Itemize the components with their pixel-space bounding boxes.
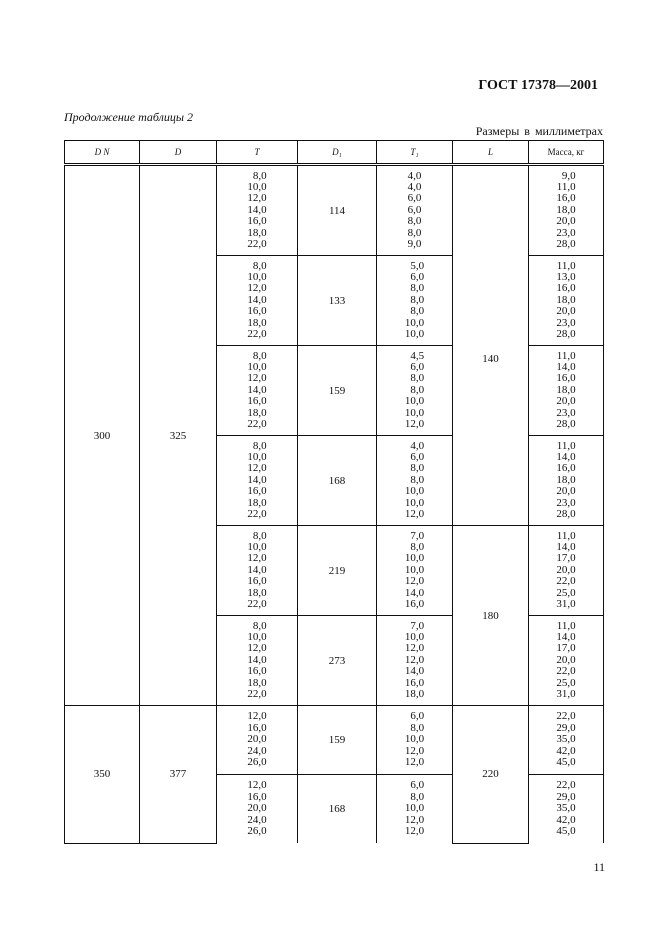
mass-cell-values: 11,0 14,0 16,0 18,0 20,0 23,0 28,0 xyxy=(556,349,576,431)
t-cell xyxy=(217,436,298,526)
t-cell-values: 8,0 10,0 12,0 14,0 16,0 18,0 22,0 xyxy=(247,619,267,701)
l-cell: 220 xyxy=(453,706,529,844)
table-row xyxy=(65,706,604,775)
t-cell xyxy=(217,165,298,256)
dn-cell: 300 xyxy=(65,165,140,706)
table-caption: Продолжение таблицы 2 xyxy=(64,110,194,124)
t1-cell-values: 4,0 4,0 6,0 6,0 8,0 8,0 9,0 xyxy=(407,169,422,251)
mass-cell xyxy=(529,346,604,436)
t1-cell-values: 4,5 6,0 8,0 8,0 10,0 10,0 12,0 xyxy=(404,349,425,431)
units-note: Размеры в миллиметрах xyxy=(475,124,603,138)
dimensions-table xyxy=(64,140,604,844)
mass-cell-values: 11,0 14,0 17,0 20,0 22,0 25,0 31,0 xyxy=(556,529,576,611)
t-cell-values: 8,0 10,0 12,0 14,0 16,0 18,0 22,0 xyxy=(247,259,267,341)
t1-cell-values: 4,0 6,0 8,0 8,0 10,0 10,0 12,0 xyxy=(404,439,425,521)
t1-cell-values: 7,0 10,0 12,0 12,0 14,0 16,0 18,0 xyxy=(404,619,425,701)
d1-cell: 114 xyxy=(298,165,377,256)
t-cell xyxy=(217,256,298,346)
d1-cell: 159 xyxy=(298,346,377,436)
col-header-l: L xyxy=(453,141,529,165)
mass-cell-values: 22,0 29,0 35,0 42,0 45,0 xyxy=(556,779,576,838)
t1-cell xyxy=(377,616,453,706)
col-header-d: D xyxy=(140,141,217,165)
d1-cell: 159 xyxy=(298,706,377,775)
t-cell xyxy=(217,526,298,616)
col-header-t1: T₁ xyxy=(377,141,453,165)
t1-cell xyxy=(377,165,453,256)
d1-cell: 273 xyxy=(298,616,377,706)
col-header-t: T xyxy=(217,141,298,165)
standard-number: ГОСТ 17378—2001 xyxy=(478,78,598,93)
t1-cell-values: 5,0 6,0 8,0 8,0 8,0 10,0 10,0 xyxy=(404,259,425,341)
dn-cell: 350 xyxy=(65,706,140,844)
mass-cell-values: 11,0 14,0 17,0 20,0 22,0 25,0 31,0 xyxy=(556,619,576,701)
t-cell-values: 8,0 10,0 12,0 14,0 16,0 18,0 22,0 xyxy=(247,439,267,521)
t1-cell xyxy=(377,346,453,436)
t-cell-values: 8,0 10,0 12,0 14,0 16,0 18,0 22,0 xyxy=(247,349,267,431)
mass-cell xyxy=(529,165,604,256)
d1-cell: 168 xyxy=(298,775,377,844)
t1-cell-values: 6,0 8,0 10,0 12,0 12,0 xyxy=(404,710,425,769)
t-cell xyxy=(217,706,298,775)
page-number: 11 xyxy=(593,860,605,874)
t1-cell-values: 7,0 8,0 10,0 10,0 12,0 14,0 16,0 xyxy=(404,529,425,611)
d1-cell: 133 xyxy=(298,256,377,346)
mass-cell xyxy=(529,436,604,526)
col-header-dn: D N xyxy=(65,141,140,165)
t-cell-values: 8,0 10,0 12,0 14,0 16,0 18,0 22,0 xyxy=(247,169,267,251)
d-cell: 377 xyxy=(140,706,217,844)
t-cell xyxy=(217,346,298,436)
mass-cell xyxy=(529,526,604,616)
t1-cell xyxy=(377,436,453,526)
table-row xyxy=(65,165,604,256)
col-header-mass: Масса, кг xyxy=(529,141,604,165)
l-cell: 140 xyxy=(453,165,529,526)
mass-cell-values: 22,0 29,0 35,0 42,0 45,0 xyxy=(556,710,576,769)
d-cell: 325 xyxy=(140,165,217,706)
mass-cell-values: 9,0 11,0 16,0 18,0 20,0 23,0 28,0 xyxy=(556,169,576,251)
t-cell-values: 8,0 10,0 12,0 14,0 16,0 18,0 22,0 xyxy=(247,529,267,611)
d1-cell: 219 xyxy=(298,526,377,616)
mass-cell-values: 11,0 13,0 16,0 18,0 20,0 23,0 28,0 xyxy=(556,259,576,341)
t-cell-values: 12,0 16,0 20,0 24,0 26,0 xyxy=(247,710,267,769)
d1-cell: 168 xyxy=(298,436,377,526)
t1-cell xyxy=(377,706,453,775)
mass-cell xyxy=(529,256,604,346)
mass-cell xyxy=(529,616,604,706)
t-cell xyxy=(217,775,298,844)
l-cell: 180 xyxy=(453,526,529,706)
t-cell xyxy=(217,616,298,706)
t-cell-values: 12,0 16,0 20,0 24,0 26,0 xyxy=(247,779,267,838)
t1-cell xyxy=(377,256,453,346)
mass-cell-values: 11,0 14,0 16,0 18,0 20,0 23,0 28,0 xyxy=(556,439,576,521)
t1-cell-values: 6,0 8,0 10,0 12,0 12,0 xyxy=(404,779,425,838)
mass-cell xyxy=(529,706,604,775)
t1-cell xyxy=(377,526,453,616)
t1-cell xyxy=(377,775,453,844)
mass-cell xyxy=(529,775,604,844)
col-header-d1: D₁ xyxy=(298,141,377,165)
